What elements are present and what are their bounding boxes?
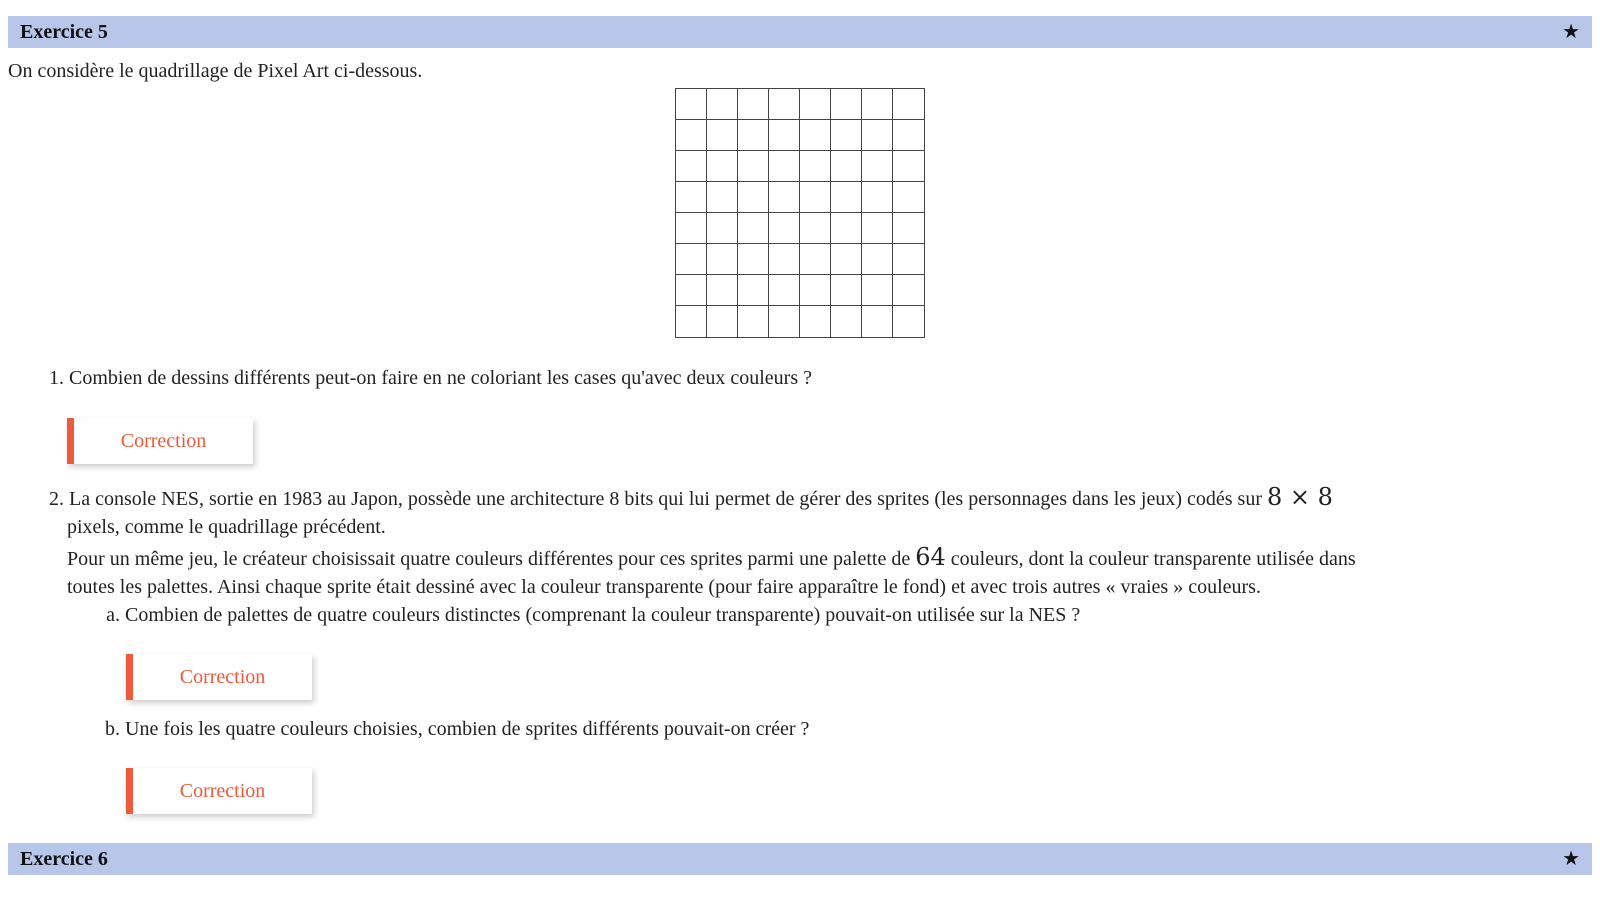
grid-cell — [738, 89, 769, 120]
correction-label: Correction — [120, 429, 207, 452]
grid-cell — [769, 120, 800, 151]
question-2-math-size: 8 × 8 — [1267, 483, 1333, 511]
grid-cell — [831, 275, 862, 306]
grid-cell — [769, 306, 800, 337]
grid-cell — [738, 151, 769, 182]
grid-cell — [769, 213, 800, 244]
grid-cell — [676, 120, 707, 151]
exercise-5-title: Exercice 5 — [20, 20, 108, 43]
grid-cell — [707, 244, 738, 275]
grid-cell — [738, 244, 769, 275]
grid-cell — [862, 120, 893, 151]
star-icon[interactable]: ★ — [1562, 848, 1580, 870]
grid-cell — [800, 244, 831, 275]
question-2-text-part-3b: couleurs, dont la couleur transparente utilisée dans — [945, 548, 1356, 570]
grid-cell — [893, 182, 924, 213]
grid-cell — [862, 213, 893, 244]
exercise-6-title: Exercice 6 — [20, 847, 108, 870]
grid-cell — [831, 151, 862, 182]
grid-cell — [800, 89, 831, 120]
question-2-line-1 — [42, 482, 1333, 514]
star-icon[interactable]: ★ — [1562, 21, 1580, 43]
grid-cell — [676, 182, 707, 213]
grid-cell — [800, 182, 831, 213]
grid-cell — [831, 120, 862, 151]
question-2b-text: Une fois les quatre couleurs choisies, combien de sprites différents pouvait-on créer ? — [125, 718, 810, 740]
question-2a-text: Combien de palettes de quatre couleurs distinctes (comprenant la couleur transparente) pouvait-on utilisée sur la NES ? — [125, 604, 1081, 626]
grid-cell — [831, 89, 862, 120]
grid-cell — [769, 151, 800, 182]
grid-cell — [707, 306, 738, 337]
pixel-art-grid — [675, 88, 925, 338]
grid-cell — [676, 275, 707, 306]
grid-cell — [738, 306, 769, 337]
grid-cell — [800, 275, 831, 306]
grid-cell — [862, 89, 893, 120]
grid-cell — [862, 151, 893, 182]
question-2-text-part-3a: Pour un même jeu, le créateur choisissait quatre couleurs différentes pour ces sprites parmi une palette de — [67, 548, 916, 570]
question-1-text: Combien de dessins différents peut-on faire en ne coloriant les cases qu'avec deux couleurs ? — [69, 367, 812, 389]
grid-cell — [707, 89, 738, 120]
exercise-6-header[interactable] — [8, 843, 1592, 875]
grid-cell — [769, 182, 800, 213]
grid-cell — [800, 151, 831, 182]
grid-cell — [707, 151, 738, 182]
grid-cell — [800, 213, 831, 244]
correction-button-q2a[interactable] — [126, 654, 312, 700]
grid-cell — [893, 120, 924, 151]
grid-cell — [676, 89, 707, 120]
correction-label: Correction — [179, 665, 266, 688]
grid-cell — [862, 182, 893, 213]
grid-cell — [707, 275, 738, 306]
grid-cell — [862, 275, 893, 306]
grid-cell — [769, 89, 800, 120]
grid-cell — [862, 306, 893, 337]
question-2-text-part-1: La console NES, sortie en 1983 au Japon, possède une architecture 8 bits qui lui permet de gérer des sprites (les personnages dans les jeux) codés sur — [69, 488, 1267, 510]
question-2-math-palette: 64 — [915, 543, 946, 571]
question-2-number: 2. — [49, 488, 64, 510]
grid-cell — [831, 244, 862, 275]
grid-cell — [893, 151, 924, 182]
question-2b-letter: b. — [105, 718, 120, 740]
grid-cell — [893, 244, 924, 275]
grid-cell — [738, 120, 769, 151]
grid-cell — [769, 244, 800, 275]
question-1 — [42, 363, 812, 393]
question-2-line-3 — [67, 542, 1356, 574]
grid-cell — [862, 244, 893, 275]
grid-cell — [769, 275, 800, 306]
grid-cell — [831, 182, 862, 213]
correction-button-q1[interactable] — [67, 418, 253, 464]
grid-cell — [893, 89, 924, 120]
correction-button-q2b[interactable] — [126, 768, 312, 814]
grid-cell — [831, 306, 862, 337]
grid-cell — [893, 306, 924, 337]
grid-cell — [738, 275, 769, 306]
grid-cell — [893, 275, 924, 306]
grid-cell — [676, 244, 707, 275]
grid-cell — [707, 213, 738, 244]
grid-cell — [800, 120, 831, 151]
question-2-line-2: pixels, comme le quadrillage précédent. — [67, 516, 386, 538]
grid-cell — [893, 213, 924, 244]
exercise-5-header[interactable] — [8, 16, 1592, 48]
correction-label: Correction — [179, 779, 266, 802]
question-2a-letter: a. — [106, 604, 120, 626]
grid-cell — [738, 213, 769, 244]
grid-cell — [707, 182, 738, 213]
grid-cell — [738, 182, 769, 213]
grid-cell — [676, 213, 707, 244]
grid-cell — [676, 151, 707, 182]
question-2a — [100, 600, 1080, 630]
grid-cell — [707, 120, 738, 151]
question-1-number: 1. — [49, 367, 64, 389]
grid-cell — [831, 213, 862, 244]
question-2-line-4: toutes les palettes. Ainsi chaque sprite était dessiné avec la couleur transparente (pour faire apparaître le fond) et avec trois autres « vraies » couleurs. — [67, 576, 1261, 598]
question-2b — [100, 714, 809, 744]
grid-cell — [676, 306, 707, 337]
exercise-5-intro: On considère le quadrillage de Pixel Art ci-dessous. — [8, 60, 423, 82]
grid-cell — [800, 306, 831, 337]
